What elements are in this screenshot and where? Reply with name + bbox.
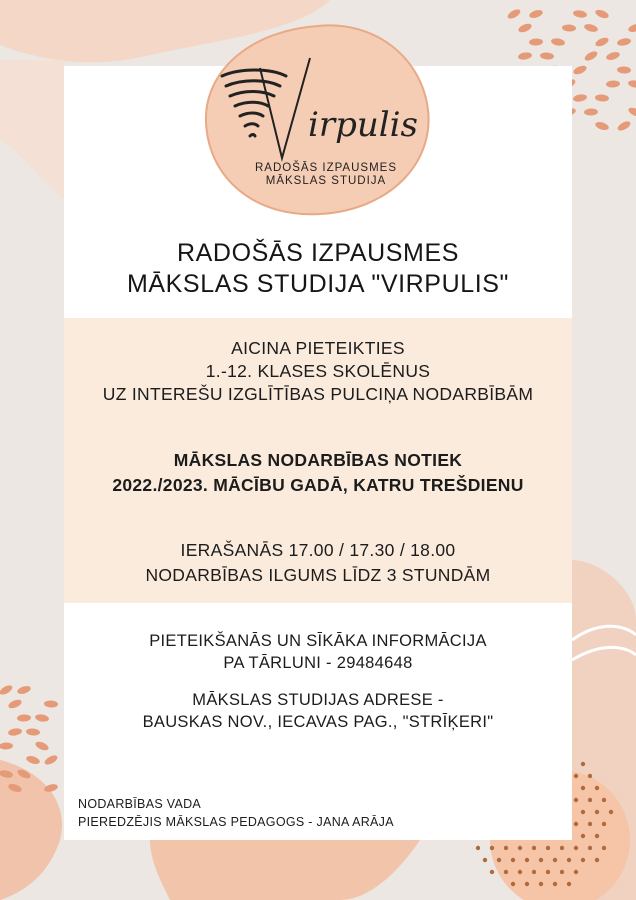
decor-dash bbox=[605, 51, 620, 62]
footer-block bbox=[78, 795, 394, 831]
decor-dash bbox=[573, 9, 588, 18]
decor-dot bbox=[504, 846, 508, 850]
decor-dash bbox=[606, 80, 620, 88]
contact-block bbox=[64, 630, 572, 674]
decor-dash bbox=[627, 79, 636, 88]
decor-dot bbox=[518, 846, 522, 850]
decor-dash bbox=[562, 24, 576, 32]
decor-dot bbox=[574, 798, 578, 802]
decor-dot bbox=[581, 810, 585, 814]
decor-dot bbox=[574, 822, 578, 826]
decor-dot bbox=[525, 882, 529, 886]
decor-dot bbox=[553, 858, 557, 862]
decor-dash bbox=[583, 23, 598, 34]
decor-dot bbox=[595, 786, 599, 790]
decor-dot bbox=[553, 882, 557, 886]
decor-dash bbox=[594, 36, 610, 48]
decor-dash bbox=[44, 700, 58, 708]
decor-dot bbox=[574, 870, 578, 874]
decor-dot bbox=[532, 870, 536, 874]
decor-dash bbox=[26, 728, 40, 736]
decor-dot bbox=[511, 858, 515, 862]
dash-pattern-left bbox=[0, 683, 59, 793]
invitation-line1: AICINA PIETEIKTIES bbox=[231, 338, 405, 358]
times-line1: IERAŠANĀS 17.00 / 17.30 / 18.00 bbox=[180, 540, 456, 560]
decor-dot bbox=[581, 834, 585, 838]
decor-dot bbox=[595, 834, 599, 838]
decor-dot bbox=[588, 774, 592, 778]
decor-dash bbox=[528, 9, 543, 20]
footer-line2: PIEREDZĒJIS MĀKSLAS PEDAGOGS - JANA ARĀJA bbox=[78, 815, 394, 829]
decor-dot bbox=[518, 870, 522, 874]
decor-dash bbox=[595, 94, 609, 102]
decor-dash bbox=[8, 727, 23, 736]
logo-subtitle-line2: MĀKSLAS STUDIJA bbox=[265, 175, 387, 187]
decor-dash bbox=[583, 49, 599, 62]
decor-dot bbox=[567, 882, 571, 886]
decor-dot bbox=[602, 846, 606, 850]
decor-dot bbox=[546, 846, 550, 850]
decor-dash bbox=[517, 22, 533, 34]
decor-dot bbox=[609, 810, 613, 814]
decor-dot bbox=[490, 846, 494, 850]
decor-dot bbox=[595, 810, 599, 814]
decor-dash bbox=[550, 37, 565, 46]
address-line2: BAUSKAS NOV., IECAVAS PAG., "STRĪĶERI" bbox=[142, 713, 494, 731]
decor-dash bbox=[540, 52, 554, 60]
decor-dash bbox=[0, 742, 13, 749]
contact-line1: PIETEIKŠANĀS UN SĪKĀKA INFORMĀCIJA bbox=[149, 632, 487, 650]
decor-dash bbox=[627, 106, 636, 118]
studio-logo bbox=[200, 18, 436, 218]
schedule-line2: 2022./2023. MĀCĪBU GADĀ, KATRU TREŠDIENU bbox=[112, 475, 524, 495]
decor-dash bbox=[594, 8, 610, 20]
decor-dot bbox=[539, 858, 543, 862]
decor-dot bbox=[581, 858, 585, 862]
decor-dot bbox=[525, 858, 529, 862]
decor-dot bbox=[560, 870, 564, 874]
invitation-block bbox=[64, 337, 572, 406]
decor-dot bbox=[588, 822, 592, 826]
title-line2: MĀKSLAS STUDIJA "VIRPULIS" bbox=[126, 270, 510, 298]
decor-dash bbox=[627, 23, 636, 34]
decor-dash bbox=[616, 120, 632, 133]
address-block bbox=[64, 689, 572, 733]
decor-dash bbox=[584, 108, 598, 115]
decor-dash bbox=[34, 713, 49, 722]
decor-dot bbox=[483, 858, 487, 862]
decor-dash bbox=[34, 740, 50, 752]
decor-dot bbox=[532, 846, 536, 850]
decor-dash bbox=[572, 64, 588, 76]
decor-dot bbox=[497, 858, 501, 862]
times-block bbox=[64, 538, 572, 588]
logo-script-text: irpulis bbox=[308, 105, 418, 145]
decor-dot bbox=[504, 870, 508, 874]
decor-dot bbox=[511, 882, 515, 886]
footer-line1: NODARBĪBAS VADA bbox=[78, 797, 202, 811]
decor-dash bbox=[616, 37, 631, 47]
invitation-line3: UZ INTEREŠU IZGLĪTĪBAS PULCIŅA NODARBĪBĀM bbox=[102, 384, 534, 404]
decor-dot bbox=[581, 762, 585, 766]
decor-dash bbox=[43, 754, 59, 767]
decor-dot bbox=[476, 846, 480, 850]
decor-dash bbox=[529, 38, 543, 46]
contact-line2: PA TĀRLUNI - 29484648 bbox=[223, 654, 413, 672]
address-line1: MĀKSLAS STUDIJAS ADRESE - bbox=[192, 691, 444, 709]
decor-dash bbox=[16, 685, 31, 696]
decor-dash bbox=[506, 7, 522, 20]
decor-dash bbox=[17, 714, 31, 722]
title-line1: RADOŠĀS IZPAUSMES bbox=[176, 239, 459, 267]
decor-dot bbox=[560, 846, 564, 850]
schedule-block bbox=[64, 448, 572, 498]
peach-blob-bottom-left bbox=[0, 760, 62, 900]
decor-dot bbox=[567, 858, 571, 862]
decor-dash bbox=[518, 51, 533, 60]
decor-dot bbox=[490, 870, 494, 874]
page-title bbox=[64, 238, 572, 300]
decor-dot bbox=[546, 870, 550, 874]
decor-dot bbox=[539, 882, 543, 886]
invitation-line2: 1.-12. KLASES SKOLĒNUS bbox=[205, 361, 431, 381]
decor-dash bbox=[25, 755, 40, 766]
decor-dash bbox=[594, 121, 609, 132]
decor-dot bbox=[595, 858, 599, 862]
decor-dash bbox=[573, 93, 588, 102]
decor-dot bbox=[602, 798, 606, 802]
peach-blob-left bbox=[0, 60, 64, 200]
decor-dot bbox=[574, 846, 578, 850]
logo-subtitle-line1: RADOŠĀS IZPAUSMES bbox=[254, 162, 398, 174]
decor-dash bbox=[0, 683, 14, 696]
decor-dot bbox=[588, 798, 592, 802]
decor-dot bbox=[602, 822, 606, 826]
decor-dash bbox=[7, 698, 23, 710]
decor-dot bbox=[574, 774, 578, 778]
decor-dot bbox=[588, 846, 592, 850]
decor-dash bbox=[617, 66, 631, 74]
decor-dot bbox=[581, 786, 585, 790]
peach-blob-bottom bbox=[150, 840, 420, 900]
schedule-line1: MĀKSLAS NODARBĪBAS NOTIEK bbox=[173, 450, 463, 470]
times-line2: NODARBĪBAS ILGUMS LĪDZ 3 STUNDĀM bbox=[145, 565, 491, 585]
